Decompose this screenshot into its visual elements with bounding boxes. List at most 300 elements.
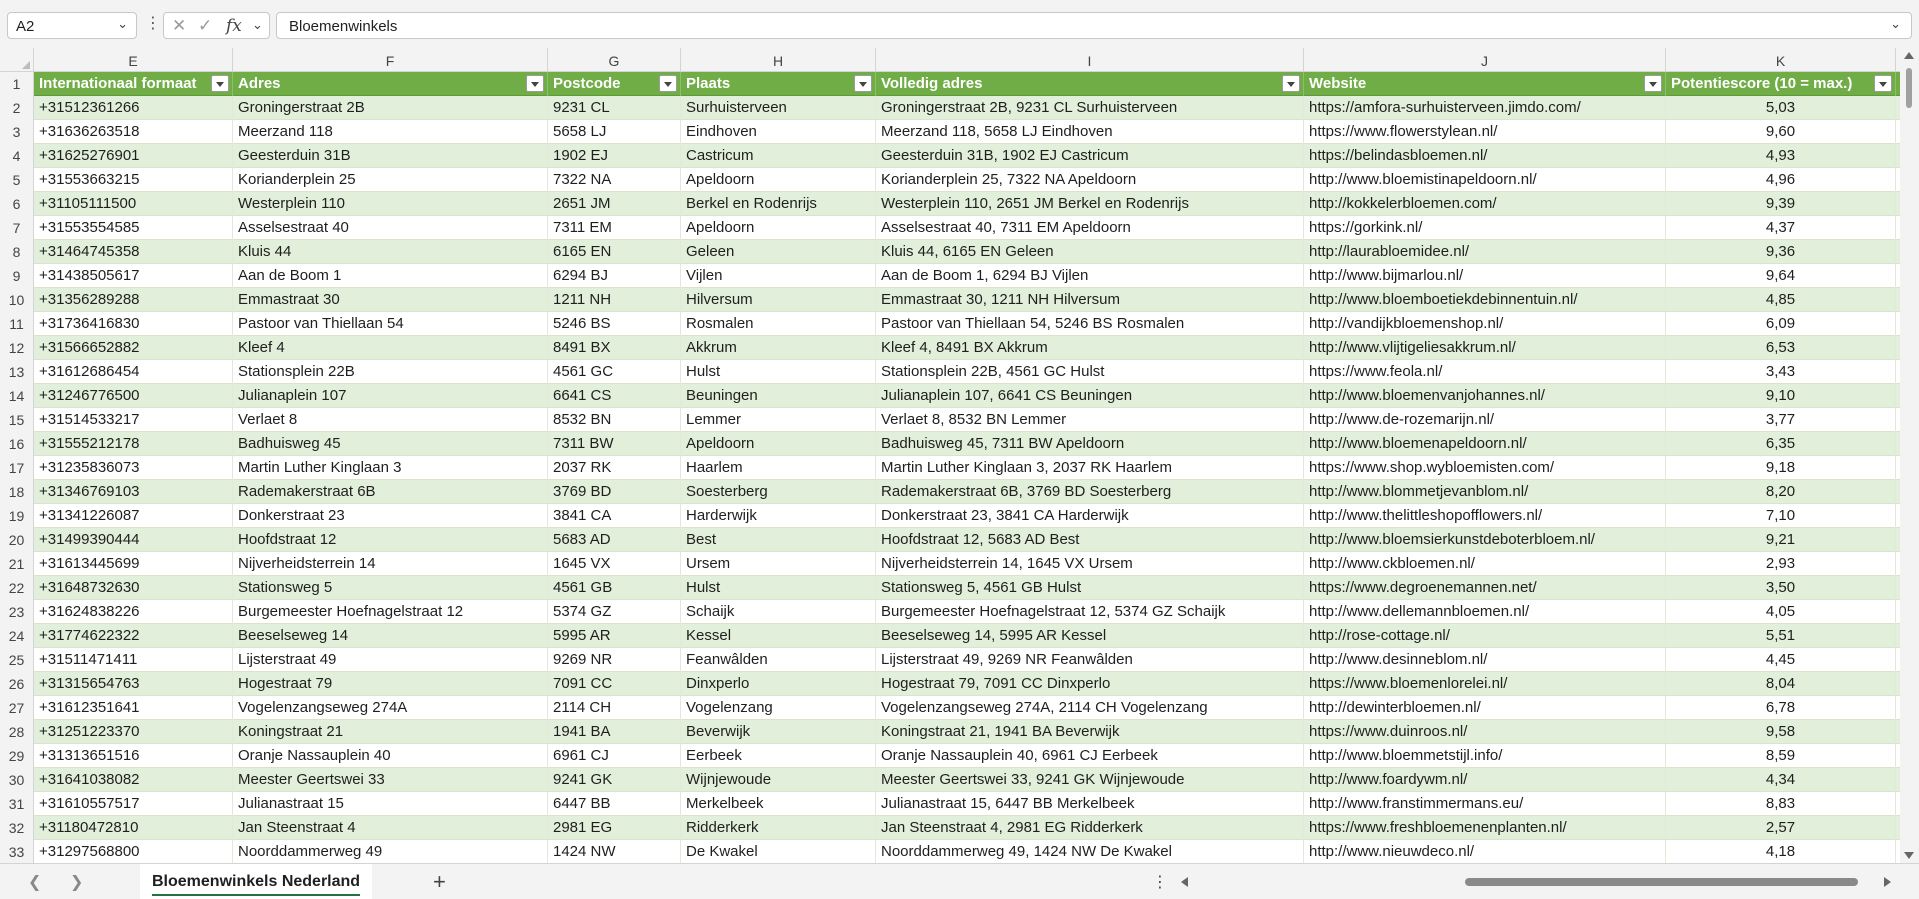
cell-potentiescore[interactable]: 9,36	[1666, 240, 1896, 264]
cell-adres[interactable]: Donkerstraat 23	[233, 504, 548, 528]
cell-postcode[interactable]: 6961 CJ	[548, 744, 681, 768]
cell-plaats[interactable]: Akkrum	[681, 336, 876, 360]
cell-potentiescore[interactable]: 4,45	[1666, 648, 1896, 672]
cell-phone[interactable]: +31246776500	[34, 384, 233, 408]
table-header-cell[interactable]: Plaats	[681, 72, 876, 96]
row-header[interactable]: 26	[0, 672, 34, 696]
cell-postcode[interactable]: 7322 NA	[548, 168, 681, 192]
cell-adres[interactable]: Koningstraat 21	[233, 720, 548, 744]
cell-phone[interactable]: +31774622322	[34, 624, 233, 648]
cell-adres[interactable]: Martin Luther Kinglaan 3	[233, 456, 548, 480]
row-header[interactable]: 11	[0, 312, 34, 336]
cell-plaats[interactable]: Apeldoorn	[681, 216, 876, 240]
cell-postcode[interactable]: 6641 CS	[548, 384, 681, 408]
cell-website[interactable]: http://www.de-rozemarijn.nl/	[1304, 408, 1666, 432]
column-header-k[interactable]: K	[1666, 48, 1896, 72]
cell-postcode[interactable]: 5683 AD	[548, 528, 681, 552]
cell-website[interactable]: https://gorkink.nl/	[1304, 216, 1666, 240]
cell-plaats[interactable]: Wijnjewoude	[681, 768, 876, 792]
cell-plaats[interactable]: Vogelenzang	[681, 696, 876, 720]
table-header-cell[interactable]: Postcode	[548, 72, 681, 96]
cell-potentiescore[interactable]: 5,51	[1666, 624, 1896, 648]
cell-adres[interactable]: Lijsterstraat 49	[233, 648, 548, 672]
cell-phone[interactable]: +31514533217	[34, 408, 233, 432]
cell-plaats[interactable]: Hulst	[681, 360, 876, 384]
cell-plaats[interactable]: Rosmalen	[681, 312, 876, 336]
cell-phone[interactable]: +31736416830	[34, 312, 233, 336]
cell-phone[interactable]: +31511471411	[34, 648, 233, 672]
cell-volledig-adres[interactable]: Koningstraat 21, 1941 BA Beverwijk	[876, 720, 1304, 744]
cell-adres[interactable]: Kleef 4	[233, 336, 548, 360]
cell-postcode[interactable]: 5658 LJ	[548, 120, 681, 144]
cell-potentiescore[interactable]: 4,96	[1666, 168, 1896, 192]
cell-website[interactable]: http://www.bloemistinapeldoorn.nl/	[1304, 168, 1666, 192]
cell-website[interactable]: https://www.flowerstylean.nl/	[1304, 120, 1666, 144]
cell-plaats[interactable]: De Kwakel	[681, 840, 876, 863]
name-box[interactable]	[7, 12, 137, 39]
cell-postcode[interactable]: 2981 EG	[548, 816, 681, 840]
horizontal-scroll-thumb[interactable]	[1465, 878, 1858, 886]
cell-adres[interactable]: Verlaet 8	[233, 408, 548, 432]
cell-adres[interactable]: Korianderplein 25	[233, 168, 548, 192]
cell-website[interactable]: http://www.franstimmermans.eu/	[1304, 792, 1666, 816]
cell-potentiescore[interactable]: 8,04	[1666, 672, 1896, 696]
cell-volledig-adres[interactable]: Beeselseweg 14, 5995 AR Kessel	[876, 624, 1304, 648]
cell-adres[interactable]: Meester Geertswei 33	[233, 768, 548, 792]
cell-volledig-adres[interactable]: Meerzand 118, 5658 LJ Eindhoven	[876, 120, 1304, 144]
cell-phone[interactable]: +31438505617	[34, 264, 233, 288]
cell-phone[interactable]: +31235836073	[34, 456, 233, 480]
column-header-e[interactable]: E	[34, 48, 233, 72]
cell-plaats[interactable]: Merkelbeek	[681, 792, 876, 816]
cell-phone[interactable]: +31346769103	[34, 480, 233, 504]
cell-volledig-adres[interactable]: Hoofdstraat 12, 5683 AD Best	[876, 528, 1304, 552]
cell-volledig-adres[interactable]: Verlaet 8, 8532 BN Lemmer	[876, 408, 1304, 432]
table-header-cell[interactable]: Adres	[233, 72, 548, 96]
cell-website[interactable]: https://www.feola.nl/	[1304, 360, 1666, 384]
filter-dropdown-icon[interactable]	[854, 75, 872, 92]
cell-plaats[interactable]: Kessel	[681, 624, 876, 648]
cell-postcode[interactable]: 7311 EM	[548, 216, 681, 240]
cell-volledig-adres[interactable]: Noorddammerweg 49, 1424 NW De Kwakel	[876, 840, 1304, 863]
scroll-left-icon[interactable]	[1181, 877, 1188, 887]
cell-potentiescore[interactable]: 6,53	[1666, 336, 1896, 360]
cell-volledig-adres[interactable]: Oranje Nassauplein 40, 6961 CJ Eerbeek	[876, 744, 1304, 768]
cell-postcode[interactable]: 1941 BA	[548, 720, 681, 744]
cell-postcode[interactable]: 1211 NH	[548, 288, 681, 312]
add-sheet-icon[interactable]: +	[433, 869, 446, 894]
cell-adres[interactable]: Beeselseweg 14	[233, 624, 548, 648]
select-all-corner[interactable]	[0, 48, 34, 72]
cell-postcode[interactable]: 5995 AR	[548, 624, 681, 648]
confirm-icon[interactable]: ✓	[198, 16, 213, 35]
cell-volledig-adres[interactable]: Geesterduin 31B, 1902 EJ Castricum	[876, 144, 1304, 168]
cell-phone[interactable]: +31297568800	[34, 840, 233, 863]
filter-dropdown-icon[interactable]	[1874, 75, 1892, 92]
cell-postcode[interactable]: 5246 BS	[548, 312, 681, 336]
scroll-right-icon[interactable]	[1884, 877, 1891, 887]
cell-plaats[interactable]: Hulst	[681, 576, 876, 600]
cell-volledig-adres[interactable]: Emmastraat 30, 1211 NH Hilversum	[876, 288, 1304, 312]
cell-phone[interactable]: +31180472810	[34, 816, 233, 840]
cell-potentiescore[interactable]: 6,78	[1666, 696, 1896, 720]
cell-adres[interactable]: Emmastraat 30	[233, 288, 548, 312]
cell-volledig-adres[interactable]: Hogestraat 79, 7091 CC Dinxperlo	[876, 672, 1304, 696]
filter-dropdown-icon[interactable]	[1282, 75, 1300, 92]
cell-potentiescore[interactable]: 9,18	[1666, 456, 1896, 480]
cell-postcode[interactable]: 2114 CH	[548, 696, 681, 720]
cell-plaats[interactable]: Schaijk	[681, 600, 876, 624]
table-header-cell[interactable]: Website	[1304, 72, 1666, 96]
cell-volledig-adres[interactable]: Burgemeester Hoefnagelstraat 12, 5374 GZ Schaijk	[876, 600, 1304, 624]
cell-postcode[interactable]: 1424 NW	[548, 840, 681, 863]
cell-website[interactable]: http://rose-cottage.nl/	[1304, 624, 1666, 648]
cell-volledig-adres[interactable]: Stationsweg 5, 4561 GB Hulst	[876, 576, 1304, 600]
row-header[interactable]: 17	[0, 456, 34, 480]
row-header[interactable]: 7	[0, 216, 34, 240]
row-header[interactable]: 10	[0, 288, 34, 312]
cell-website[interactable]: http://www.bijmarlou.nl/	[1304, 264, 1666, 288]
cell-volledig-adres[interactable]: Kluis 44, 6165 EN Geleen	[876, 240, 1304, 264]
cell-phone[interactable]: +31464745358	[34, 240, 233, 264]
cell-postcode[interactable]: 1902 EJ	[548, 144, 681, 168]
row-header[interactable]: 25	[0, 648, 34, 672]
column-header-h[interactable]: H	[681, 48, 876, 72]
cell-plaats[interactable]: Beuningen	[681, 384, 876, 408]
row-header[interactable]: 19	[0, 504, 34, 528]
row-header[interactable]: 33	[0, 840, 34, 863]
vertical-scrollbar[interactable]	[1900, 48, 1919, 863]
cell-plaats[interactable]: Harderwijk	[681, 504, 876, 528]
cell-adres[interactable]: Westerplein 110	[233, 192, 548, 216]
cell-website[interactable]: http://www.bloemmetstijl.info/	[1304, 744, 1666, 768]
cell-adres[interactable]: Oranje Nassauplein 40	[233, 744, 548, 768]
row-header[interactable]: 6	[0, 192, 34, 216]
chevron-down-icon[interactable]: ⌄	[252, 17, 263, 32]
cell-phone[interactable]: +31553663215	[34, 168, 233, 192]
cell-website[interactable]: http://www.vlijtigeliesakkrum.nl/	[1304, 336, 1666, 360]
cell-website[interactable]: http://www.bloemsierkunstdeboterbloem.nl/	[1304, 528, 1666, 552]
cell-plaats[interactable]: Castricum	[681, 144, 876, 168]
cell-volledig-adres[interactable]: Julianaplein 107, 6641 CS Beuningen	[876, 384, 1304, 408]
cell-potentiescore[interactable]: 4,93	[1666, 144, 1896, 168]
cell-adres[interactable]: Meerzand 118	[233, 120, 548, 144]
cell-website[interactable]: http://www.bloemenapeldoorn.nl/	[1304, 432, 1666, 456]
scroll-down-icon[interactable]	[1904, 852, 1914, 859]
cell-postcode[interactable]: 6294 BJ	[548, 264, 681, 288]
cell-volledig-adres[interactable]: Stationsplein 22B, 4561 GC Hulst	[876, 360, 1304, 384]
cell-website[interactable]: https://www.shop.wybloemisten.com/	[1304, 456, 1666, 480]
filter-dropdown-icon[interactable]	[211, 75, 229, 92]
row-header[interactable]: 3	[0, 120, 34, 144]
row-header[interactable]: 27	[0, 696, 34, 720]
cell-adres[interactable]: Nijverheidsterrein 14	[233, 552, 548, 576]
cell-postcode[interactable]: 6165 EN	[548, 240, 681, 264]
cell-potentiescore[interactable]: 8,83	[1666, 792, 1896, 816]
cell-phone[interactable]: +31251223370	[34, 720, 233, 744]
chevron-left-icon[interactable]: ❮	[28, 874, 42, 891]
cell-phone[interactable]: +31356289288	[34, 288, 233, 312]
scroll-up-icon[interactable]	[1904, 52, 1914, 59]
cell-plaats[interactable]: Surhuisterveen	[681, 96, 876, 120]
row-header[interactable]: 20	[0, 528, 34, 552]
cell-potentiescore[interactable]: 4,85	[1666, 288, 1896, 312]
vertical-scroll-thumb[interactable]	[1906, 68, 1912, 108]
cell-potentiescore[interactable]: 2,93	[1666, 552, 1896, 576]
cell-volledig-adres[interactable]: Aan de Boom 1, 6294 BJ Vijlen	[876, 264, 1304, 288]
cell-postcode[interactable]: 7091 CC	[548, 672, 681, 696]
cell-plaats[interactable]: Best	[681, 528, 876, 552]
cell-postcode[interactable]: 3841 CA	[548, 504, 681, 528]
filter-dropdown-icon[interactable]	[526, 75, 544, 92]
row-header[interactable]: 15	[0, 408, 34, 432]
cell-volledig-adres[interactable]: Pastoor van Thiellaan 54, 5246 BS Rosmalen	[876, 312, 1304, 336]
chevron-down-icon[interactable]: ⌄	[117, 16, 128, 31]
cell-plaats[interactable]: Geleen	[681, 240, 876, 264]
row-header[interactable]: 30	[0, 768, 34, 792]
cell-potentiescore[interactable]: 4,37	[1666, 216, 1896, 240]
cell-postcode[interactable]: 3769 BD	[548, 480, 681, 504]
row-header[interactable]: 12	[0, 336, 34, 360]
cell-volledig-adres[interactable]: Westerplein 110, 2651 JM Berkel en Rodenrijs	[876, 192, 1304, 216]
cell-adres[interactable]: Stationsplein 22B	[233, 360, 548, 384]
cell-potentiescore[interactable]: 8,59	[1666, 744, 1896, 768]
cell-plaats[interactable]: Beverwijk	[681, 720, 876, 744]
cell-postcode[interactable]: 6447 BB	[548, 792, 681, 816]
cell-adres[interactable]: Kluis 44	[233, 240, 548, 264]
column-header-j[interactable]: J	[1304, 48, 1666, 72]
cell-potentiescore[interactable]: 3,43	[1666, 360, 1896, 384]
table-header-cell[interactable]: Volledig adres	[876, 72, 1304, 96]
row-header[interactable]: 9	[0, 264, 34, 288]
column-header-i[interactable]: I	[876, 48, 1304, 72]
cell-phone[interactable]: +31612686454	[34, 360, 233, 384]
cell-postcode[interactable]: 9269 NR	[548, 648, 681, 672]
cell-postcode[interactable]: 2037 RK	[548, 456, 681, 480]
cell-phone[interactable]: +31105111500	[34, 192, 233, 216]
cell-website[interactable]: http://www.dellemannbloemen.nl/	[1304, 600, 1666, 624]
formula-input[interactable]	[276, 12, 1912, 39]
cell-adres[interactable]: Pastoor van Thiellaan 54	[233, 312, 548, 336]
cell-plaats[interactable]: Ursem	[681, 552, 876, 576]
cell-website[interactable]: https://www.freshbloemenenplanten.nl/	[1304, 816, 1666, 840]
row-header[interactable]: 5	[0, 168, 34, 192]
cell-adres[interactable]: Stationsweg 5	[233, 576, 548, 600]
cell-potentiescore[interactable]: 9,64	[1666, 264, 1896, 288]
cell-plaats[interactable]: Apeldoorn	[681, 168, 876, 192]
cell-website[interactable]: http://www.thelittleshopofflowers.nl/	[1304, 504, 1666, 528]
cell-adres[interactable]: Hoofdstraat 12	[233, 528, 548, 552]
cell-adres[interactable]: Groningerstraat 2B	[233, 96, 548, 120]
cell-phone[interactable]: +31612351641	[34, 696, 233, 720]
cell-postcode[interactable]: 5374 GZ	[548, 600, 681, 624]
cell-volledig-adres[interactable]: Lijsterstraat 49, 9269 NR Feanwâlden	[876, 648, 1304, 672]
cell-phone[interactable]: +31648732630	[34, 576, 233, 600]
cell-website[interactable]: http://www.foardywm.nl/	[1304, 768, 1666, 792]
column-header-f[interactable]: F	[233, 48, 548, 72]
cell-plaats[interactable]: Dinxperlo	[681, 672, 876, 696]
cell-postcode[interactable]: 9231 CL	[548, 96, 681, 120]
row-header[interactable]: 23	[0, 600, 34, 624]
row-header[interactable]: 32	[0, 816, 34, 840]
cell-postcode[interactable]: 8532 BN	[548, 408, 681, 432]
table-header-cell[interactable]: Internationaal formaat	[34, 72, 233, 96]
row-header[interactable]: 2	[0, 96, 34, 120]
cell-phone[interactable]: +31566652882	[34, 336, 233, 360]
row-header[interactable]: 29	[0, 744, 34, 768]
cell-website[interactable]: http://www.bloemenvanjohannes.nl/	[1304, 384, 1666, 408]
filter-dropdown-icon[interactable]	[659, 75, 677, 92]
cell-postcode[interactable]: 4561 GB	[548, 576, 681, 600]
cell-volledig-adres[interactable]: Asselsestraat 40, 7311 EM Apeldoorn	[876, 216, 1304, 240]
cell-volledig-adres[interactable]: Rademakerstraat 6B, 3769 BD Soesterberg	[876, 480, 1304, 504]
cell-postcode[interactable]: 9241 GK	[548, 768, 681, 792]
cell-phone[interactable]: +31313651516	[34, 744, 233, 768]
row-header[interactable]: 18	[0, 480, 34, 504]
cell-website[interactable]: http://www.bloemboetiekdebinnentuin.nl/	[1304, 288, 1666, 312]
cell-plaats[interactable]: Eerbeek	[681, 744, 876, 768]
cell-adres[interactable]: Aan de Boom 1	[233, 264, 548, 288]
cell-potentiescore[interactable]: 4,18	[1666, 840, 1896, 863]
cell-volledig-adres[interactable]: Korianderplein 25, 7322 NA Apeldoorn	[876, 168, 1304, 192]
more-options-icon[interactable]: ⋮	[1152, 874, 1168, 891]
cell-potentiescore[interactable]: 6,35	[1666, 432, 1896, 456]
cell-website[interactable]: https://www.degroenemannen.net/	[1304, 576, 1666, 600]
cell-adres[interactable]: Noorddammerweg 49	[233, 840, 548, 863]
cell-website[interactable]: https://amfora-surhuisterveen.jimdo.com/	[1304, 96, 1666, 120]
cell-potentiescore[interactable]: 4,34	[1666, 768, 1896, 792]
filter-dropdown-icon[interactable]	[1644, 75, 1662, 92]
row-header[interactable]: 24	[0, 624, 34, 648]
cell-potentiescore[interactable]: 9,39	[1666, 192, 1896, 216]
cell-website[interactable]: http://www.blommetjevanblom.nl/	[1304, 480, 1666, 504]
cell-adres[interactable]: Julianastraat 15	[233, 792, 548, 816]
cell-volledig-adres[interactable]: Groningerstraat 2B, 9231 CL Surhuisterveen	[876, 96, 1304, 120]
cell-website[interactable]: http://www.desinneblom.nl/	[1304, 648, 1666, 672]
cell-phone[interactable]: +31499390444	[34, 528, 233, 552]
cell-plaats[interactable]: Vijlen	[681, 264, 876, 288]
cell-potentiescore[interactable]: 9,58	[1666, 720, 1896, 744]
cell-potentiescore[interactable]: 2,57	[1666, 816, 1896, 840]
cell-adres[interactable]: Vogelenzangseweg 274A	[233, 696, 548, 720]
cell-phone[interactable]: +31613445699	[34, 552, 233, 576]
cell-adres[interactable]: Julianaplein 107	[233, 384, 548, 408]
cell-potentiescore[interactable]: 8,20	[1666, 480, 1896, 504]
cell-volledig-adres[interactable]: Meester Geertswei 33, 9241 GK Wijnjewoude	[876, 768, 1304, 792]
cell-phone[interactable]: +31624838226	[34, 600, 233, 624]
cell-postcode[interactable]: 4561 GC	[548, 360, 681, 384]
cell-phone[interactable]: +31610557517	[34, 792, 233, 816]
cell-volledig-adres[interactable]: Julianastraat 15, 6447 BB Merkelbeek	[876, 792, 1304, 816]
sheet-tab-active[interactable]	[140, 864, 372, 899]
cell-phone[interactable]: +31315654763	[34, 672, 233, 696]
cell-adres[interactable]: Hogestraat 79	[233, 672, 548, 696]
cell-website[interactable]: https://belindasbloemen.nl/	[1304, 144, 1666, 168]
cell-plaats[interactable]: Haarlem	[681, 456, 876, 480]
row-header[interactable]: 28	[0, 720, 34, 744]
cell-postcode[interactable]: 8491 BX	[548, 336, 681, 360]
cell-volledig-adres[interactable]: Vogelenzangseweg 274A, 2114 CH Vogelenzang	[876, 696, 1304, 720]
row-header[interactable]: 22	[0, 576, 34, 600]
row-header[interactable]: 31	[0, 792, 34, 816]
row-header[interactable]: 21	[0, 552, 34, 576]
cell-phone[interactable]: +31641038082	[34, 768, 233, 792]
more-options-icon[interactable]: ⋮	[145, 15, 161, 32]
cell-potentiescore[interactable]: 5,03	[1666, 96, 1896, 120]
cell-volledig-adres[interactable]: Donkerstraat 23, 3841 CA Harderwijk	[876, 504, 1304, 528]
cell-plaats[interactable]: Apeldoorn	[681, 432, 876, 456]
cell-phone[interactable]: +31636263518	[34, 120, 233, 144]
cell-adres[interactable]: Asselsestraat 40	[233, 216, 548, 240]
cell-volledig-adres[interactable]: Badhuisweg 45, 7311 BW Apeldoorn	[876, 432, 1304, 456]
cell-plaats[interactable]: Eindhoven	[681, 120, 876, 144]
cell-website[interactable]: https://www.duinroos.nl/	[1304, 720, 1666, 744]
cell-phone[interactable]: +31555212178	[34, 432, 233, 456]
cell-adres[interactable]: Burgemeester Hoefnagelstraat 12	[233, 600, 548, 624]
cancel-icon[interactable]: ✕	[172, 16, 187, 35]
cell-postcode[interactable]: 2651 JM	[548, 192, 681, 216]
row-header[interactable]: 1	[0, 72, 34, 96]
row-header[interactable]: 8	[0, 240, 34, 264]
row-header[interactable]: 16	[0, 432, 34, 456]
cell-adres[interactable]: Rademakerstraat 6B	[233, 480, 548, 504]
chevron-right-icon[interactable]: ❯	[70, 874, 84, 891]
insert-function-icon[interactable]: fx	[226, 16, 242, 36]
cell-potentiescore[interactable]: 3,77	[1666, 408, 1896, 432]
cell-website[interactable]: http://www.nieuwdeco.nl/	[1304, 840, 1666, 863]
table-header-cell[interactable]: Potentiescore (10 = max.)	[1666, 72, 1896, 96]
cell-adres[interactable]: Badhuisweg 45	[233, 432, 548, 456]
cell-plaats[interactable]: Berkel en Rodenrijs	[681, 192, 876, 216]
cell-plaats[interactable]: Ridderkerk	[681, 816, 876, 840]
column-header-g[interactable]: G	[548, 48, 681, 72]
cell-volledig-adres[interactable]: Nijverheidsterrein 14, 1645 VX Ursem	[876, 552, 1304, 576]
cell-website[interactable]: http://vandijkbloemenshop.nl/	[1304, 312, 1666, 336]
cell-phone[interactable]: +31553554585	[34, 216, 233, 240]
cell-postcode[interactable]: 1645 VX	[548, 552, 681, 576]
cell-plaats[interactable]: Feanwâlden	[681, 648, 876, 672]
cell-website[interactable]: http://dewinterbloemen.nl/	[1304, 696, 1666, 720]
cell-phone[interactable]: +31625276901	[34, 144, 233, 168]
expand-formula-icon[interactable]: ⌄	[1890, 16, 1901, 31]
cell-potentiescore[interactable]: 9,21	[1666, 528, 1896, 552]
cell-plaats[interactable]: Soesterberg	[681, 480, 876, 504]
cell-adres[interactable]: Geesterduin 31B	[233, 144, 548, 168]
cell-website[interactable]: http://kokkelerbloemen.com/	[1304, 192, 1666, 216]
cell-potentiescore[interactable]: 7,10	[1666, 504, 1896, 528]
cell-phone[interactable]: +31341226087	[34, 504, 233, 528]
cell-website[interactable]: http://laurabloemidee.nl/	[1304, 240, 1666, 264]
cell-volledig-adres[interactable]: Jan Steenstraat 4, 2981 EG Ridderkerk	[876, 816, 1304, 840]
cell-website[interactable]: https://www.bloemenlorelei.nl/	[1304, 672, 1666, 696]
cell-potentiescore[interactable]: 6,09	[1666, 312, 1896, 336]
cell-plaats[interactable]: Hilversum	[681, 288, 876, 312]
cell-potentiescore[interactable]: 9,60	[1666, 120, 1896, 144]
cell-adres[interactable]: Jan Steenstraat 4	[233, 816, 548, 840]
cell-postcode[interactable]: 7311 BW	[548, 432, 681, 456]
cell-potentiescore[interactable]: 3,50	[1666, 576, 1896, 600]
cell-phone[interactable]: +31512361266	[34, 96, 233, 120]
cell-volledig-adres[interactable]: Kleef 4, 8491 BX Akkrum	[876, 336, 1304, 360]
row-header[interactable]: 13	[0, 360, 34, 384]
row-header[interactable]: 4	[0, 144, 34, 168]
cell-website[interactable]: http://www.ckbloemen.nl/	[1304, 552, 1666, 576]
cell-potentiescore[interactable]: 9,10	[1666, 384, 1896, 408]
cell-volledig-adres[interactable]: Martin Luther Kinglaan 3, 2037 RK Haarlem	[876, 456, 1304, 480]
cell-plaats[interactable]: Lemmer	[681, 408, 876, 432]
cell-potentiescore[interactable]: 4,05	[1666, 600, 1896, 624]
row-header[interactable]: 14	[0, 384, 34, 408]
